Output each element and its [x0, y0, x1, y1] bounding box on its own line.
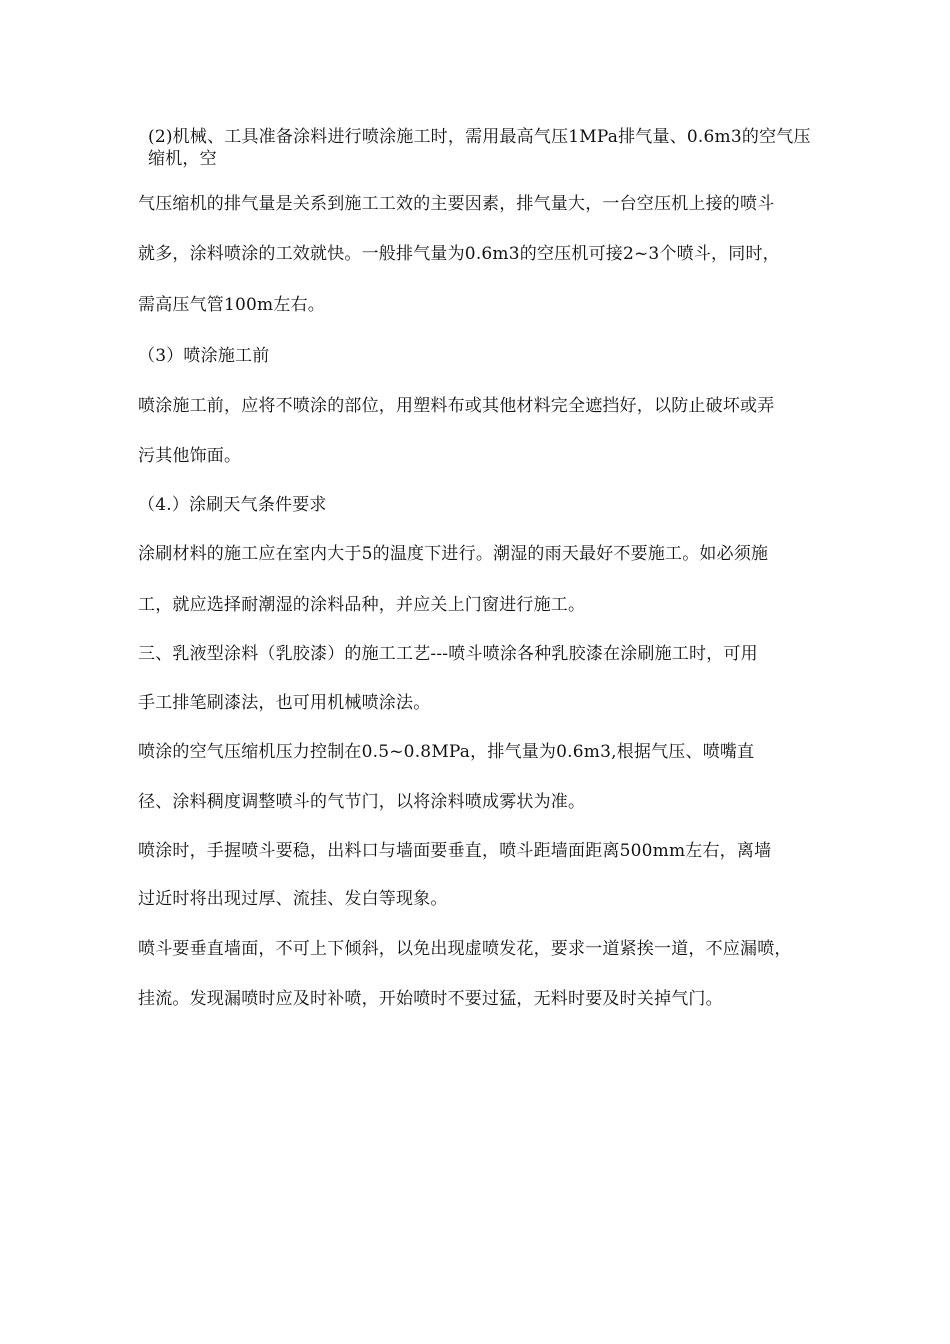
paragraph-line: 喷涂时，手握喷斗要稳，出料口与墙面要垂直，喷斗距墙面距离500mm左右，离墙 — [138, 841, 772, 861]
section-heading: （3）喷涂施工前 — [138, 346, 270, 366]
paragraph-line: 污其他饰面。 — [138, 446, 242, 466]
paragraph-line: 过近时将出现过厚、流挂、发白等现象。 — [138, 889, 448, 909]
paragraph-line: 涂刷材料的施工应在室内大于5的温度下进行。潮湿的雨天最好不要施工。如必须施 — [138, 544, 769, 564]
paragraph-line: 就多，涂料喷涂的工效就快。一般排气量为0.6m3的空压机可接2~3个喷斗，同时， — [138, 244, 780, 264]
paragraph-line: 喷涂的空气压缩机压力控制在0.5~0.8MPa，排气量为0.6m3,根据气压、喷嘴直 — [138, 742, 755, 762]
paragraph-line: 喷涂施工前，应将不喷涂的部位，用塑料布或其他材料完全遮挡好，以防止破坏或弄 — [138, 396, 775, 416]
paragraph-line: (2)机械、工具准备涂料进行喷涂施工时，需用最高气压1MPa排气量、0.6m3的空气压缩机，空 — [148, 127, 811, 169]
paragraph-line: 挂流。发现漏喷时应及时补喷，开始喷时不要过猛，无料时要及时关掉气门。 — [138, 989, 723, 1009]
paragraph-line: 三、乳液型涂料（乳胶漆）的施工工艺---喷斗喷涂各种乳胶漆在涂刷施工时，可用 — [138, 644, 758, 664]
paragraph-line: 径、涂料稠度调整喷斗的气节门，以将涂料喷成雾状为准。 — [138, 792, 586, 812]
paragraph-line: 手工排笔刷漆法，也可用机械喷涂法。 — [138, 693, 431, 713]
paragraph-line: 工，就应选择耐潮湿的涂料品种，并应关上门窗进行施工。 — [138, 595, 586, 615]
paragraph-line: 气压缩机的排气量是关系到施工工效的主要因素，排气量大，一台空压机上接的喷斗 — [138, 194, 775, 214]
paragraph-line: 喷斗要垂直墙面，不可上下倾斜，以免出现虚喷发花，要求一道紧挨一道，不应漏喷， — [138, 939, 792, 959]
paragraph-line: 需高压气管100m左右。 — [138, 295, 325, 315]
section-heading: （4.）涂刷天气条件要求 — [138, 495, 327, 515]
